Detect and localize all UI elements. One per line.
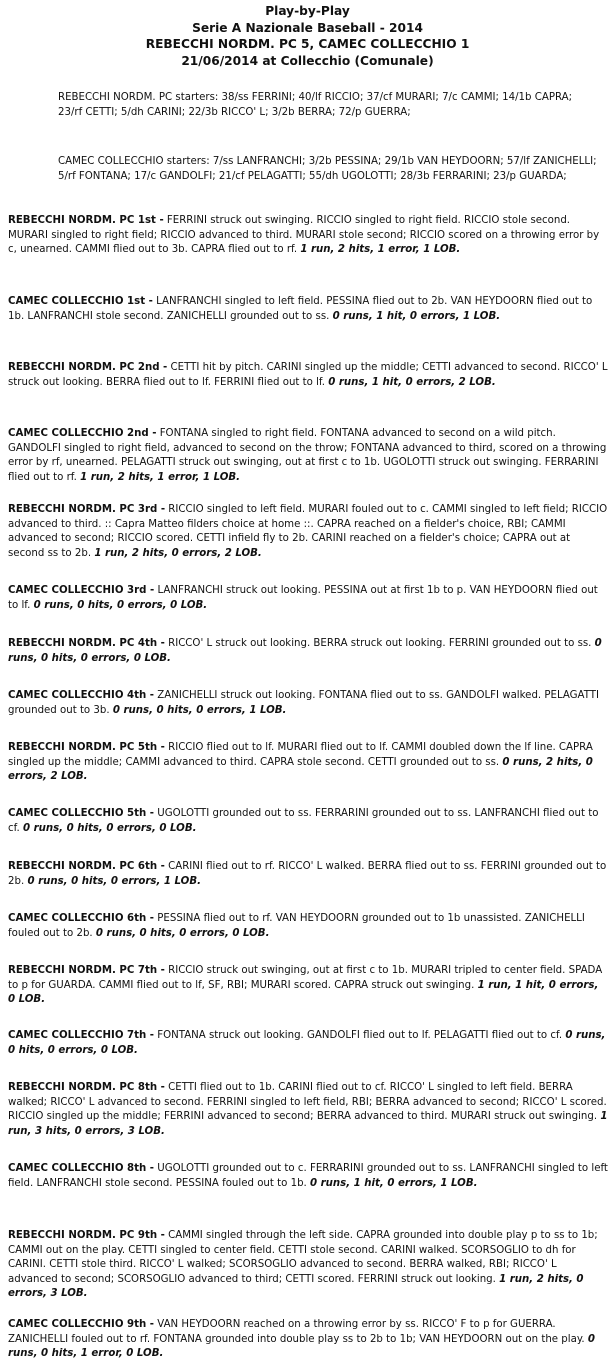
inning-plays: RICCO' L struck out looking. BERRA struck out looking. FERRINI grounded out to ss. — [164, 638, 595, 649]
inning-plays: CETTI hit by pitch. CARINI singled up the middle; CETTI advanced to second. RICCO' L struck out looking. BERRA flied out to lf. FERRINI flied out to lf. — [8, 362, 608, 388]
inning-team: REBECCHI NORDM. PC 9th - — [8, 1230, 165, 1241]
inning-plays: CAMMI singled through the left side. CAPRA grounded into double play p to ss to 1b; CAMMI out on the play. CETTI singled to center field. CETTI stole second. CARINI walked. SCORSOGLIO to dh for CARINI. CETTI stole third. RICCO' L walked; SCORSOGLIO advanced to second. BERRA walked, RBI; RICCO' L advanced to second; SCORSOGLIO advanced to third; CETTI scored. FERRINI struck out looking. — [8, 1230, 598, 1285]
inning-plays: RICCIO struck out swinging, out at first c to 1b. MURARI tripled to center field. SPADA to p for GUARDA. CAMMI flied out to lf, SF, RBI; MURARI scored. CAPRA struck out swinging. — [8, 965, 603, 991]
inning-summary: 0 runs, 2 hits, 0 errors, 2 LOB. — [8, 756, 593, 783]
inning-summary: 1 run, 2 hits, 1 error, 1 LOB. — [300, 244, 461, 256]
away-starters: CAMEC COLLECCHIO starters: 7/ss LANFRANCHI; 3/2b PESSINA; 29/1b VAN HEYDOORN; 57/lf ZANICHELLI; 5/rf FONTANA; 17/c GANDOLFI; 21/cf PELAGATTI; 55/dh UGOLOTTI; 28/3b FERRARINI; 23/p GUARDA; — [58, 156, 597, 182]
inning-summary: 0 runs, 1 hit, 0 errors, 1 LOB. — [310, 1177, 478, 1189]
inning-plays: ZANICHELLI struck out looking. FONTANA flied out to ss. GANDOLFI walked. PELAGATTI grounded out to 3b. — [8, 690, 600, 716]
inning-team: REBECCHI NORDM. PC 8th - — [8, 1082, 165, 1093]
inning-summary: 0 runs, 1 hit, 0 errors, 2 LOB. — [328, 376, 496, 388]
inning-summary: 0 runs, 0 hits, 0 errors, 1 LOB. — [27, 875, 201, 887]
inning-team: CAMEC COLLECCHIO 5th - — [8, 808, 155, 819]
inning-entry — [8, 964, 608, 1008]
inning-summary: 0 runs, 1 hit, 0 errors, 1 LOB. — [332, 310, 501, 322]
inning-summary: 0 runs, 0 hits, 0 errors, 1 LOB. — [112, 704, 287, 716]
inning-team: CAMEC COLLECCHIO 4th - — [8, 690, 155, 701]
inning-entry — [8, 503, 608, 561]
inning-plays: PESSINA flied out to rf. VAN HEYDOORN grounded out to 1b unassisted. ZANICHELLI fouled out to 2b. — [8, 913, 585, 939]
inning-entry — [8, 807, 608, 836]
inning-team: CAMEC COLLECCHIO 1st - — [8, 296, 153, 307]
inning-entry — [8, 741, 608, 785]
inning-plays: RICCIO flied out to lf. MURARI flied out to lf. CAMMI doubled down the lf line. CAPRA singled up the middle; CAMMI advanced to third. CAPRA stole second. CETTI grounded out to ss. — [8, 742, 593, 768]
inning-plays: UGOLOTTI grounded out to c. FERRARINI grounded out to ss. LANFRANCHI singled to left field. LANFRANCHI stole second. PESSINA fouled out to 1b. — [8, 1163, 608, 1189]
home-starters: REBECCHI NORDM. PC starters: 38/ss FERRINI; 40/lf RICCIO; 37/cf MURARI; 7/c CAMMI; 14/1b CAPRA; 23/rf CETTI; 5/dh CARINI; 22/3b RICCO' L; 3/2b BERRA; 72/p GUERRA; — [58, 92, 573, 118]
report-title: Play-by-Play — [265, 4, 350, 18]
inning-entry — [8, 1318, 608, 1362]
inning-plays: UGOLOTTI grounded out to ss. FERRARINI grounded out to ss. LANFRANCHI flied out to cf. — [8, 808, 599, 834]
inning-team: CAMEC COLLECCHIO 9th - — [8, 1319, 155, 1330]
inning-team: REBECCHI NORDM. PC 5th - — [8, 742, 165, 753]
inning-entry — [8, 1162, 608, 1191]
inning-entry — [8, 361, 608, 390]
inning-plays: FONTANA singled to right field. FONTANA advanced to second on a wild pitch. GANDOLFI singled to right field, advanced to second on the throw; FONTANA advanced to third, scored on a throwing error by rf, unearned. PELAGATTI struck out swinging, out at first c to 1b. UGOLOTTI struck out swinging. FERRARINI flied out to rf. — [8, 428, 607, 483]
inning-summary: 0 runs, 0 hits, 0 errors, 0 LOB. — [8, 638, 602, 664]
inning-plays: VAN HEYDOORN reached on a throwing error by ss. RICCO' F to p for GUERRA. ZANICHELLI fouled out to rf. FONTANA grounded into double play ss to 2b to 1b; VAN HEYDOORN out on the play. — [8, 1319, 588, 1345]
inning-entry — [8, 912, 608, 941]
inning-team: CAMEC COLLECCHIO 8th - — [8, 1163, 155, 1174]
inning-team: REBECCHI NORDM. PC 7th - — [8, 965, 165, 976]
inning-summary: 0 runs, 0 hits, 0 errors, 0 LOB. — [22, 822, 197, 834]
inning-plays: FERRINI struck out swinging. RICCIO singled to right field. RICCIO stole second. MURARI singled to right field; RICCIO advanced to third. MURARI stole second; RICCIO scored on a throwing error by c, unearned. CAMMI flied out to 3b. CAPRA flied out to rf. — [8, 215, 600, 256]
inning-summary: 0 runs, 0 hits, 1 error, 0 LOB. — [8, 1333, 595, 1360]
inning-entry — [8, 1229, 608, 1302]
inning-team: CAMEC COLLECCHIO 6th - — [8, 913, 155, 924]
inning-entry — [8, 860, 608, 889]
report-header — [0, 0, 615, 69]
inning-summary: 1 run, 2 hits, 1 error, 1 LOB. — [80, 471, 241, 483]
inning-entry — [8, 295, 608, 324]
inning-plays: FONTANA struck out looking. GANDOLFI flied out to lf. PELAGATTI flied out to cf. — [154, 1030, 566, 1041]
inning-entry — [8, 1029, 608, 1058]
inning-team: REBECCHI NORDM. PC 3rd - — [8, 504, 166, 515]
inning-summary: 1 run, 2 hits, 0 errors, 2 LOB. — [94, 547, 262, 559]
inning-plays: LANFRANCHI singled to left field. PESSINA flied out to 2b. VAN HEYDOORN flied out to 1b. LANFRANCHI stole second. ZANICHELLI grounded out to ss. — [8, 296, 593, 322]
inning-plays: CARINI flied out to rf. RICCO' L walked. BERRA flied out to ss. FERRINI grounded out to 2b. — [8, 861, 607, 887]
final-score: REBECCHI NORDM. PC 5, CAMEC COLLECCHIO 1 — [145, 37, 470, 51]
inning-team: CAMEC COLLECCHIO 2nd - — [8, 428, 157, 439]
inning-summary: 0 runs, 0 hits, 0 errors, 0 LOB. — [95, 927, 270, 939]
inning-plays: LANFRANCHI struck out looking. PESSINA out at first 1b to p. VAN HEYDOORN flied out to lf. — [8, 585, 598, 611]
inning-team: CAMEC COLLECCHIO 7th - — [8, 1030, 155, 1041]
inning-summary: 1 run, 1 hit, 0 errors, 0 LOB. — [8, 979, 599, 1006]
inning-entry — [8, 427, 608, 485]
inning-summary: 1 run, 2 hits, 0 errors, 3 LOB. — [8, 1273, 584, 1300]
date-venue: 21/06/2014 at Collecchio (Comunale) — [181, 53, 434, 68]
inning-entry — [8, 1081, 608, 1139]
inning-entry — [8, 584, 608, 613]
inning-plays: RICCIO singled to left field. MURARI fouled out to c. CAMMI singled to left field; RICCIO advanced to third. :: Capra Matteo filders choice at home ::. CAPRA reached on a fielder's choice, RBI; CAMMI advanced to second; RICCIO scored. CETTI infield fly to 2b. CARINI reached on a fielder's choice; CAPRA out at second ss to 2b. — [8, 504, 608, 559]
inning-entry — [8, 214, 608, 258]
inning-plays: CETTI flied out to 1b. CARINI flied out to cf. RICCO' L singled to left field. BERRA walked; RICCO' L advanced to second. FERRINI singled to left field, RBI; BERRA advanced to second; RICCO' L scored. RICCIO singled up the middle; FERRINI advanced to second; BERRA advanced to third. MURARI struck out swinging. — [8, 1082, 607, 1123]
inning-team: CAMEC COLLECCHIO 3rd - — [8, 585, 155, 596]
inning-entry — [8, 689, 608, 718]
inning-team: REBECCHI NORDM. PC 2nd - — [8, 362, 168, 373]
inning-team: REBECCHI NORDM. PC 6th - — [8, 861, 165, 872]
league-title: Serie A Nazionale Baseball - 2014 — [192, 20, 423, 35]
inning-entry — [8, 637, 608, 666]
inning-summary: 1 run, 3 hits, 0 errors, 3 LOB. — [8, 1111, 608, 1137]
inning-summary: 0 runs, 0 hits, 0 errors, 0 LOB. — [8, 1030, 606, 1056]
inning-team: REBECCHI NORDM. PC 1st - — [8, 215, 164, 226]
inning-summary: 0 runs, 0 hits, 0 errors, 0 LOB. — [33, 599, 208, 611]
inning-team: REBECCHI NORDM. PC 4th - — [8, 638, 165, 649]
